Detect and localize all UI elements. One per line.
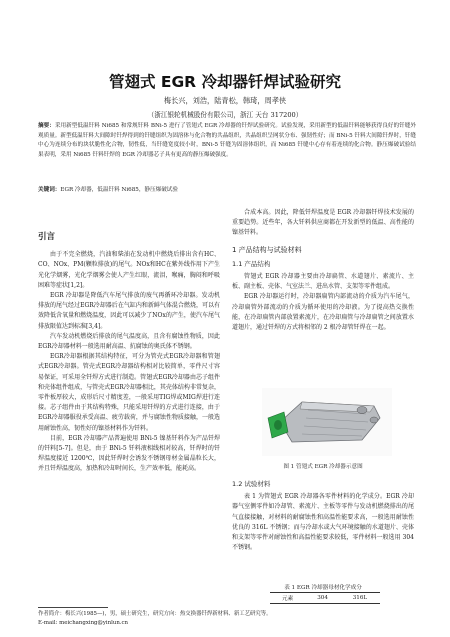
abstract [38, 122, 416, 160]
right-column-lower [232, 475, 414, 553]
footnote [38, 610, 418, 627]
body-paragraph: EGR 冷却器运行时，冷却器扁管内部流动的介质为汽车尾气，冷却扁管外部流动的介质为循环使用的冷却液。为了提高热交换性能，在冷却扁管内部放置素流片，在冷却扁管与冷却扁管之间放置水道翅片，通过钎焊的方式将相邻的 2 根冷却管钎焊在一起。 [232, 293, 414, 332]
body-paragraph: 表 1 为管翅式 EGR 冷却器各零件材料的化学成分。EGR 冷却器气室侧零件如冷却管、素流片、主板等零件与发动机燃烧排出的尾气直接接触，对材料的耐腐蚀性和高温性能要求高，一般选用耐蚀性优良的 316L 不锈钢；而与冷却水或大气环境接触的水道翅片、壳体和支架等零件对耐蚀性和高温性能要求较低，零件材料一般选用 304 不锈钢。 [232, 493, 414, 552]
keywords [38, 186, 416, 196]
composition-table [270, 592, 380, 604]
figure-caption: 图 1 管翅式 EGR 冷却器示意图 [283, 464, 363, 470]
right-column [232, 208, 414, 333]
continued-paragraph: 合成本高。因此，降低钎焊温度是 EGR 冷却器钎焊技术发展的重要趋势。近些年，各大钎料供应商都在开发新型的低温、高性能的镍基钎料。 [232, 209, 414, 237]
abstract-text: 采用新型低温钎料 Ni685 和常规钎料 BNi-5 进行了管翅式 EGR 冷却器的钎焊试验研究。试验发现，采用新型的低温钎料能够获得良好的钎缝外观质量。新型低温钎料大间隙时钎焊得到的钎缝组织为固溶体与化合物的共晶组织，共晶组织呈网状分布、强韧性好；而 BNi-5 钎料大间隙钎焊时，钎缝中心为连续分布的块状脆性化合物，韧性低，当钎缝宽度较小时，BNi-5 钎缝为固溶体组织，而 Ni685 钎缝中心存有着连续的化合物。静压爆破试验结果表明，采用 Ni685 钎料钎焊的 EGR 冷却器芯子具有更高的静压爆破强度。 [38, 123, 416, 158]
intro-paragraph: 由于不完全燃烧，汽油和柴油在发动机中燃烧后排出含有HC、CO、NOx、PM(颗粒排放)的尾气。NOx和HC在紫外线作用下产生光化学烟雾，光化学烟雾会使人产生红眼，流泪，喉痛，胸闷和呼吸困难等症状[1,2]。 [38, 251, 220, 289]
author-info: 作者简介：梅长兴(1985—)，男，硕士研究生，研究方向：热交换器钎焊新材料、新工艺研究等。 [38, 611, 272, 617]
affiliation: （浙江银轮机械股份有限公司，浙江 天台 317200） [147, 111, 303, 119]
table-header-row [270, 593, 380, 604]
left-column [38, 232, 220, 475]
section-1-1-heading: 1.1 产品结构 [232, 259, 271, 268]
intro-paragraph: EGR冷却器根据其结构特征，可分为管壳式EGR冷却器和管翅式EGR冷却器。管壳式EGR冷却器结构相对比较简单，零件尺寸容易保证，可采用全钎焊方式进行制造。管翅式EGR冷却器由芯子组件和壳体组件组成，与管壳式EGR冷却器相比，其壳体结构非常复杂，零件板厚较大，成形后尺寸精度差，一般采用TIG焊或MIG焊进行连接。芯子组件由于其结构特殊，只能采用钎焊的方式进行连接，由于EGR冷却器服役承受高温、疲劳载荷，并与腐蚀性物质接触，一般选用耐蚀性高，韧性好的镍基材料作为钎料。 [38, 353, 220, 432]
table-header-cell: 304 [305, 593, 340, 604]
section-1-heading: 1 产品结构与试验材料 [232, 245, 302, 254]
egr-cooler-figure [262, 388, 392, 456]
cooler-body [280, 402, 380, 442]
table-caption: 表 1 EGR 冷却器母材化学成分 [284, 585, 362, 591]
section-1-2-heading: 1.2 试验材料 [232, 480, 271, 488]
intro-heading: 引言 [38, 232, 56, 242]
body-paragraph: 管翅式 EGR 冷却器主要由冷却扁管、水道翅片、素流片、主板、副主板、壳体、气室法兰、进出水管、支架等零件组成。 [232, 273, 414, 291]
table-header-cell: 元素 [270, 593, 305, 604]
author-email: E-mail: meichangxing@yinlun.cn [38, 619, 129, 626]
page-title: 管翅式 EGR 冷却器钎焊试验研究 [108, 73, 342, 91]
abstract-label: 摘要： [38, 123, 55, 129]
intro-paragraph: 汽车发动机燃烧后排放的尾气温度高，且含有腐蚀性物质，因此EGR冷却器材料一般选用耐高温、抗腐蚀的奥氏体不锈钢。 [38, 332, 220, 351]
intro-paragraph: EGR 冷却器是降低汽车尾气排放的废气再循环冷却器。发动机排放的尾气经过EGR冷却器后在气缸内和新鲜气体混合燃烧，可以有效降低含氧量和燃烧温度，因此可以减少了NOx的产生，使汽车尾气排放限值达到标准[3,4]。 [38, 292, 220, 330]
footnote-divider [38, 607, 108, 608]
keywords-text: EGR 冷却器，低温钎料 Ni685，静压爆破试验 [60, 187, 178, 193]
authors: 梅长兴，刘浩，陆青松，韩琦，周孝侠 [163, 96, 287, 105]
keywords-label: 关键词： [38, 187, 61, 193]
table-header-cell: 316L [340, 593, 380, 604]
intro-paragraph: 目前，EGR 冷却器产品普遍使用 BNi-5 镍基钎料作为产品钎焊的钎料[5-7]。但是，由于 BNi-5 钎料液相线相对较高，钎焊时的钎焊温度接近 1200℃，因此钎焊时会诱发不锈钢母材金属晶粒长大，并且钎焊温度高，加热和冷却时间长，生产效率低，能耗高。 [38, 434, 220, 473]
